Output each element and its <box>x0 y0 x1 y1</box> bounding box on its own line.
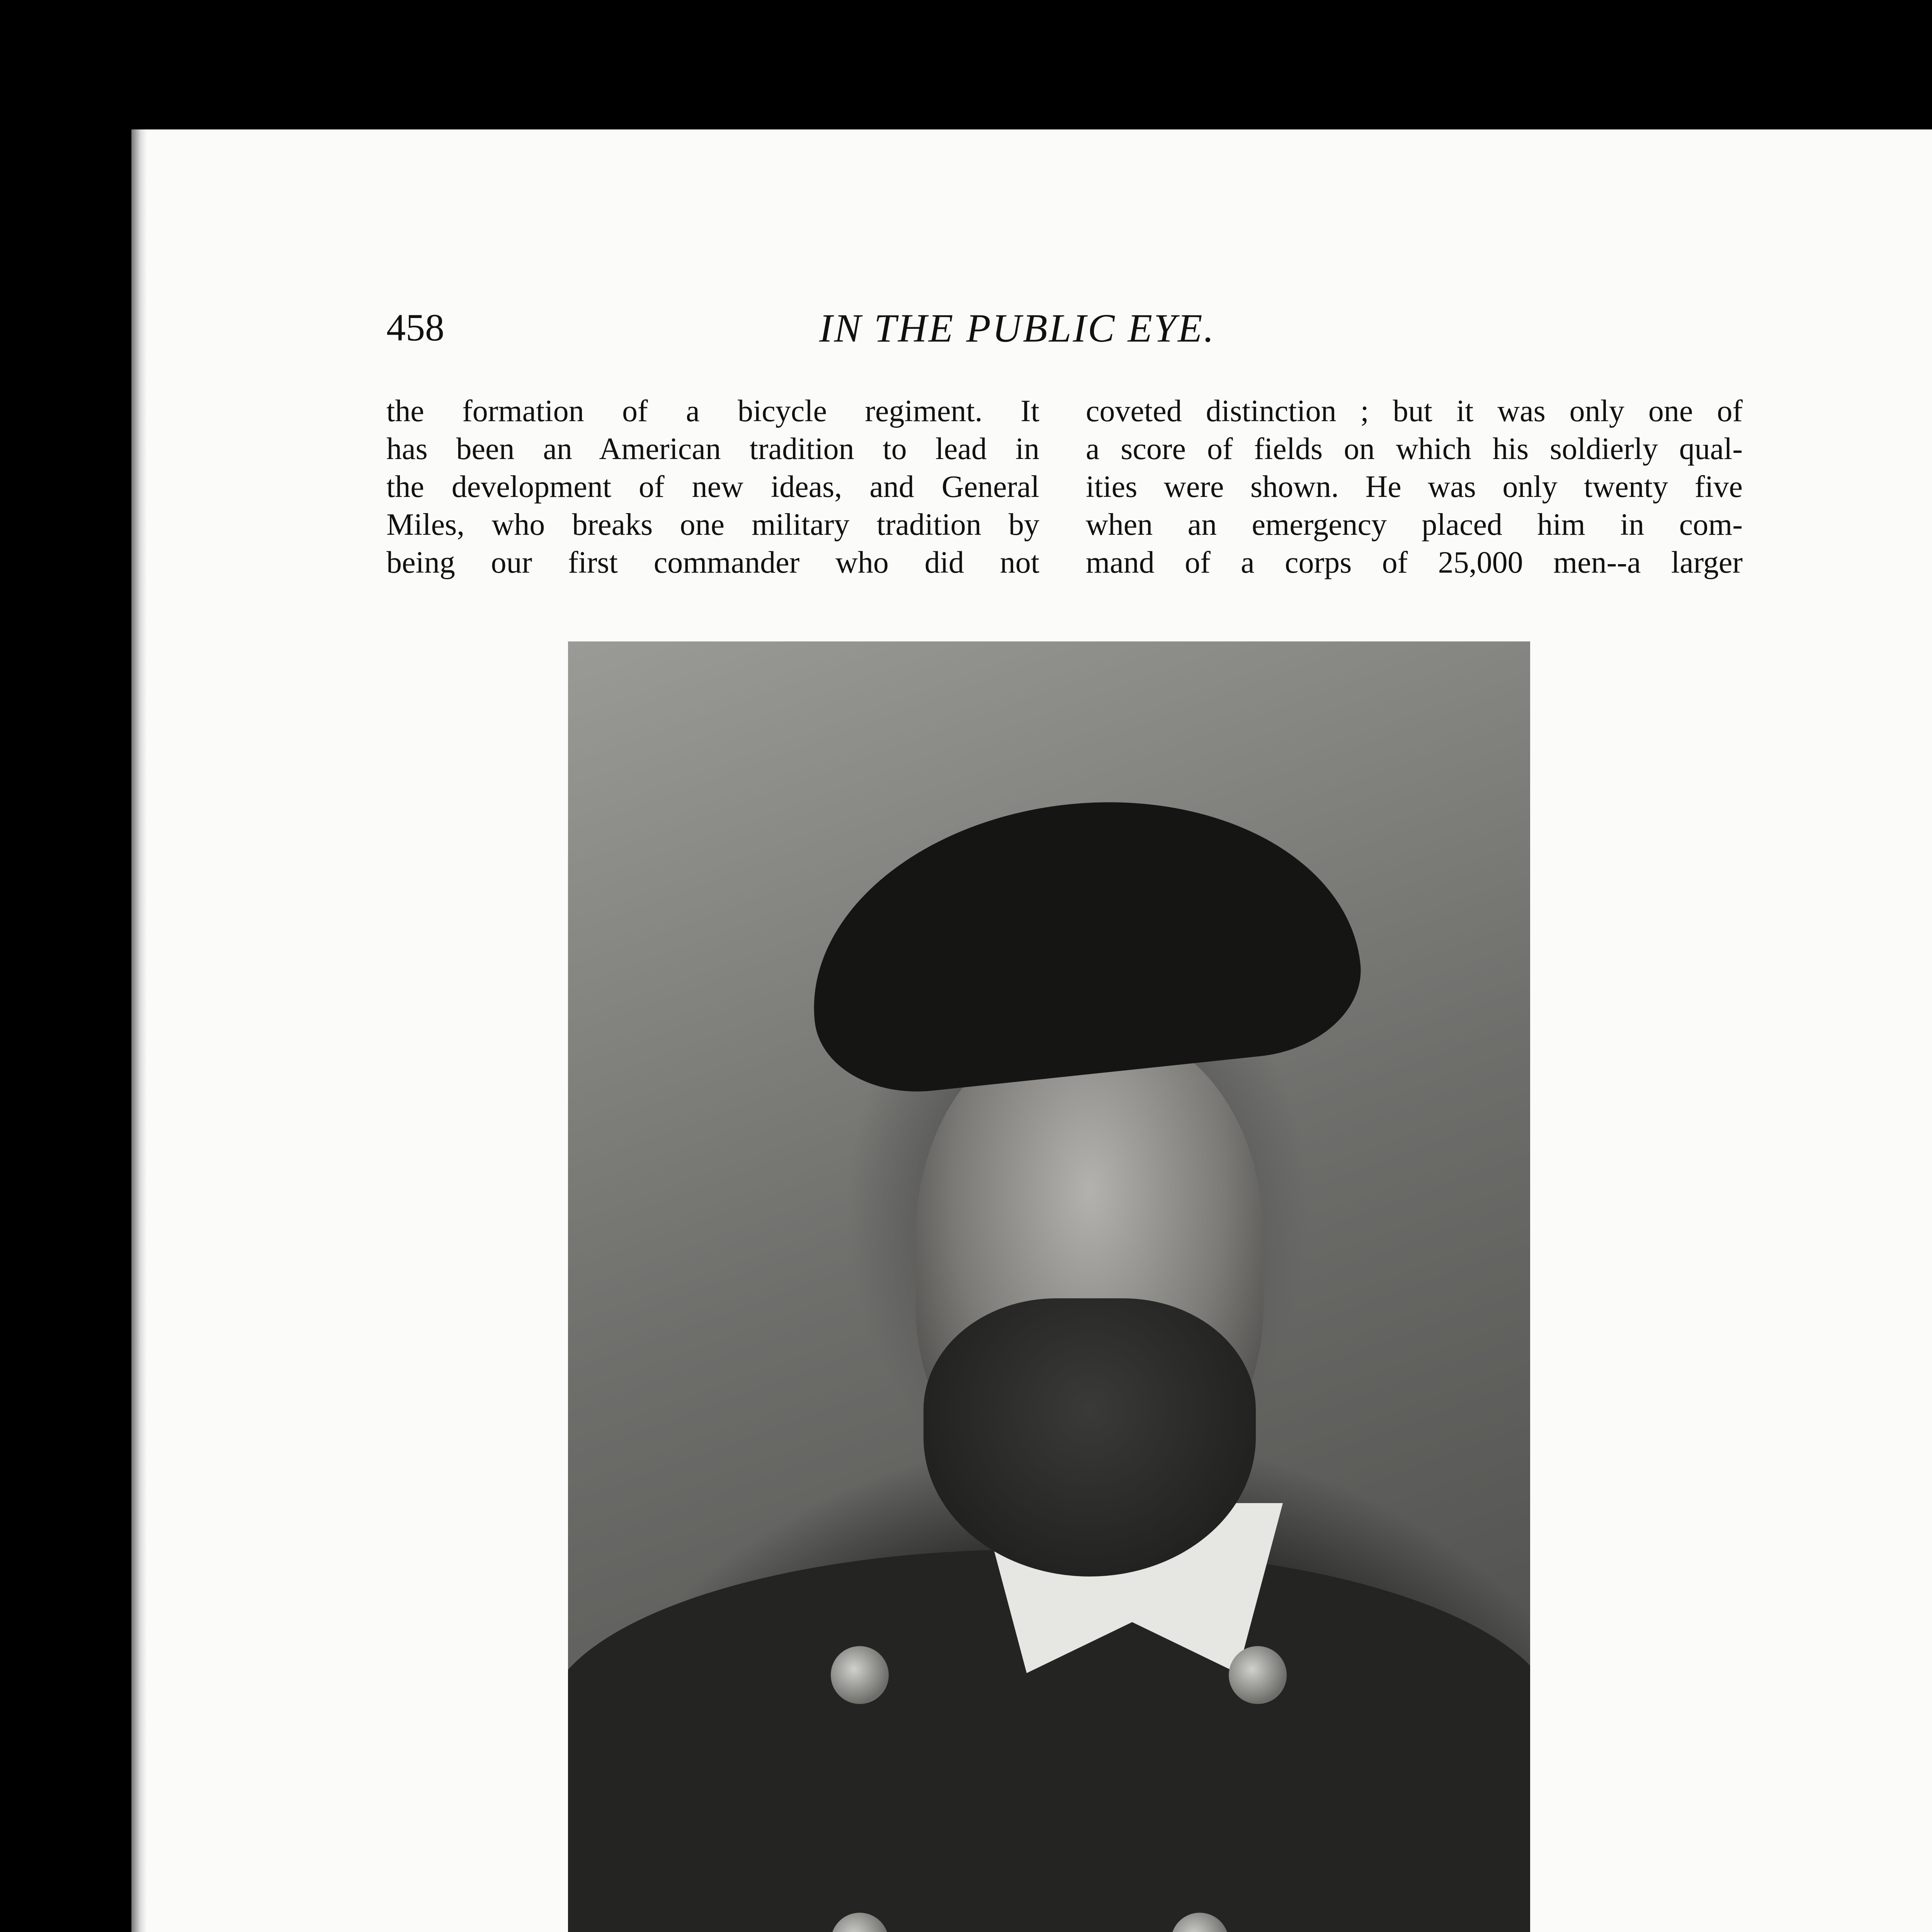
coat-button <box>1229 1646 1287 1704</box>
photo-cap <box>795 776 1369 1102</box>
page-number: 458 <box>386 306 444 349</box>
coat-button <box>831 1646 889 1704</box>
photo-beard <box>923 1298 1256 1577</box>
portrait-photo <box>568 641 1530 1932</box>
text-line: being our first commander who did not <box>386 546 1039 580</box>
running-head: IN THE PUBLIC EYE. <box>819 306 1216 350</box>
text-line: ities were shown. He was only twenty five <box>1086 470 1743 504</box>
page-header <box>386 305 1739 355</box>
page-binding-shadow <box>131 129 147 1932</box>
text-line: a score of fields on which his soldierly qual- <box>1086 432 1743 466</box>
text-line: when an emergency placed him in com- <box>1086 508 1743 542</box>
column-top-right <box>1086 392 1743 582</box>
column-top-left <box>386 392 1039 582</box>
text-line: coveted distinction ; but it was only one of <box>1086 394 1743 428</box>
text-line: the formation of a bicycle regiment. It <box>386 394 1039 428</box>
text-line: mand of a corps of 25,000 men--a larger <box>1086 546 1743 580</box>
text-line: the development of new ideas, and General <box>386 470 1039 504</box>
text-line: Miles, who breaks one military tradition by <box>386 508 1039 542</box>
text-line: has been an American tradition to lead in <box>386 432 1039 466</box>
